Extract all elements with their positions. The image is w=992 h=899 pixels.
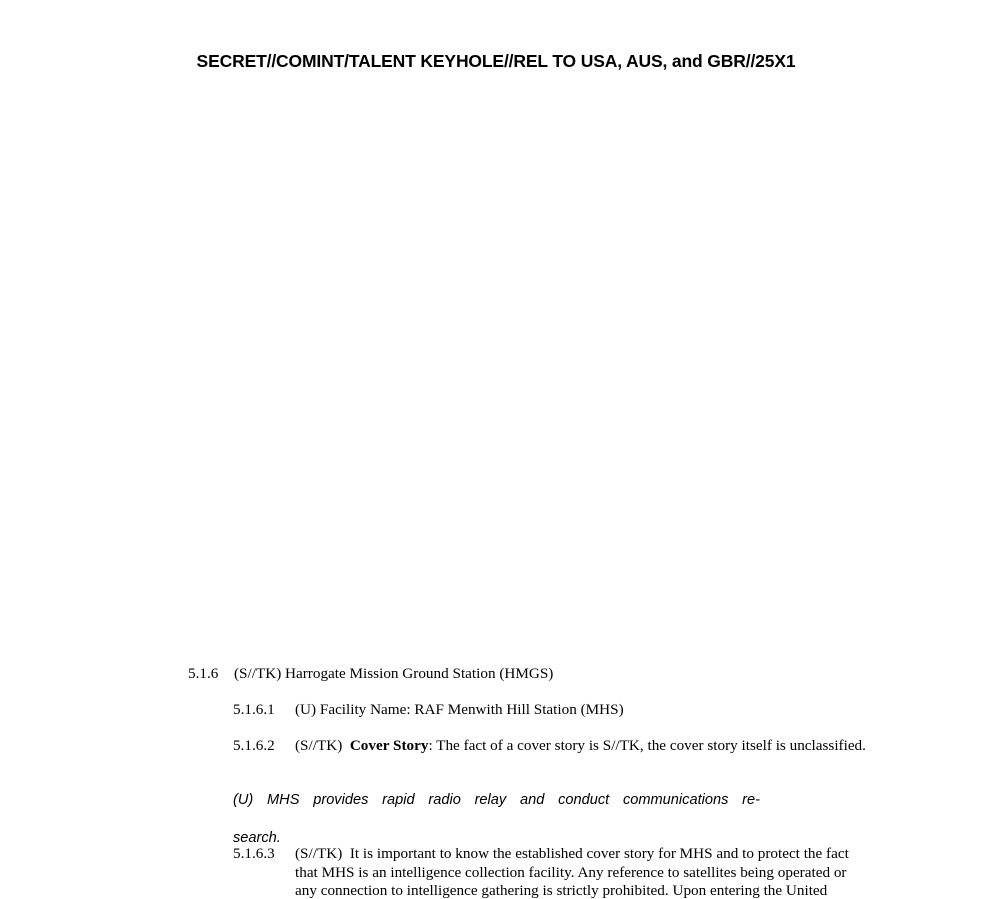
paragraph-text: (S//TK) Harrogate Mission Ground Station (HMGS) (234, 665, 554, 682)
paragraph-number: 5.1.6.3 (233, 845, 275, 862)
note-line-2: search. (233, 830, 281, 846)
cover-story-label: Cover Story (349, 737, 429, 754)
paragraph-number: 5.1.6 (188, 665, 219, 682)
paragraph-number: 5.1.6.2 (233, 737, 275, 754)
paragraph-text: (U) Facility Name: RAF Menwith Hill Station (MHS) (295, 701, 624, 718)
paragraph-5-1-6-2 (233, 737, 873, 756)
blank-figure-area (150, 88, 850, 648)
classification-marking: (S//TK) (295, 845, 343, 862)
paragraph-5-1-6-3 (233, 845, 873, 899)
paragraph-text (295, 845, 870, 899)
note-line-1: (U) MHS provides rapid radio relay and conduct communications re- (233, 792, 760, 808)
paragraph-body: : The fact of a cover story is S//TK, the cover story itself is unclassified. (428, 737, 866, 754)
classification-marking: (S//TK) (295, 737, 343, 754)
italic-cover-story-note (233, 791, 760, 848)
paragraph-number: 5.1.6.1 (233, 701, 275, 718)
paragraph-text (295, 737, 870, 756)
classification-banner: SECRET//COMINT/TALENT KEYHOLE//REL TO USA, AUS, and GBR//25X1 (196, 51, 796, 71)
paragraph-5-1-6 (188, 665, 878, 684)
paragraph-5-1-6-1 (233, 701, 873, 720)
paragraph-body: It is important to know the established cover story for MHS and to protect the fact that MHS is an intelligence collection facility. Any reference to satellites being operated or any connection to intelligence gathering is strictly prohibited. Upon entering the United (295, 845, 849, 899)
